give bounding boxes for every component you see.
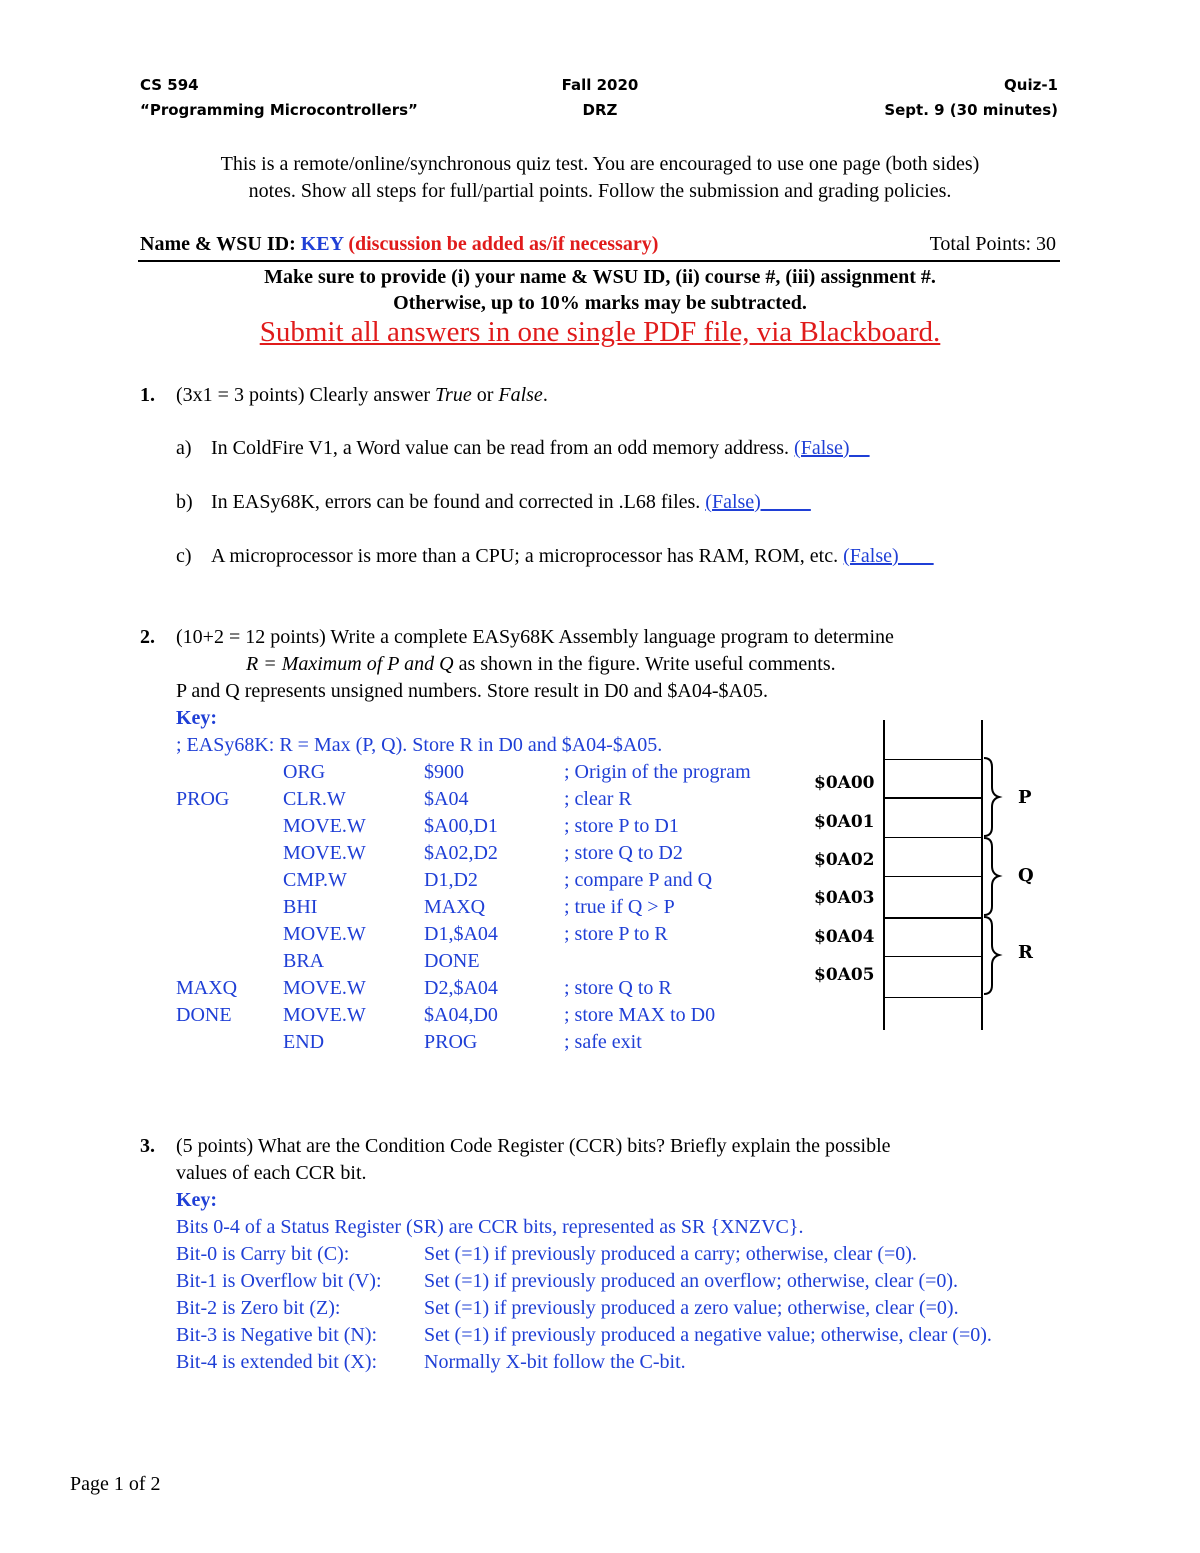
code-operand: $A04,D0: [424, 1004, 498, 1026]
q1-item-b: [211, 491, 811, 514]
code-comment: ; Origin of the program: [564, 761, 751, 783]
name-line: [140, 233, 658, 256]
course-title: “Programming Microcontrollers”: [140, 101, 418, 119]
course-code: CS 594: [140, 76, 199, 94]
code-operand: $900: [424, 761, 464, 783]
code-opcode: MOVE.W: [283, 842, 366, 864]
code-opcode: END: [283, 1031, 325, 1053]
brace-group: [982, 755, 1012, 1000]
q2-program-comment: ; EASy68K: R = Max (P, Q). Store R in D0 and $A04-$A05.: [176, 734, 663, 756]
memory-cell-divider: [883, 759, 983, 760]
code-opcode: MOVE.W: [283, 1004, 366, 1026]
code-operand: $A04: [424, 788, 469, 810]
ccr-bit-desc: Set (=1) if previously produced an overflow; otherwise, clear (=0).: [424, 1270, 959, 1292]
instruction-line-2: Otherwise, up to 10% marks may be subtracted.: [393, 292, 807, 314]
code-operand: $A02,D2: [424, 842, 498, 864]
q3-line-1: (5 points) What are the Condition Code Register (CCR) bits? Briefly explain the possible: [176, 1135, 891, 1157]
memory-cell-divider: [883, 876, 983, 877]
code-comment: ; store P to D1: [564, 815, 679, 837]
ccr-bit-desc: Set (=1) if previously produced a zero value; otherwise, clear (=0).: [424, 1297, 959, 1319]
page-number: Page 1 of 2: [70, 1473, 161, 1495]
code-operand: DONE: [424, 950, 480, 972]
q1-item-b-label: b): [176, 491, 193, 513]
q2-line-2-formula: R = Maximum of P and Q: [246, 653, 454, 675]
group-label-q: Q: [1018, 865, 1034, 886]
ccr-bit-name: Bit-1 is Overflow bit (V):: [176, 1270, 382, 1292]
q2-line-2-text: as shown in the figure. Write useful comments.: [453, 653, 836, 675]
q1-item-b-text: In EASy68K, errors can be found and corrected in .L68 files.: [211, 491, 706, 513]
memory-left-edge: [883, 720, 885, 1030]
q1-or-word: or: [471, 384, 499, 406]
code-operand: PROG: [424, 1031, 478, 1053]
code-operand: D2,$A04: [424, 977, 498, 999]
code-label: MAXQ: [176, 977, 238, 999]
discussion-note: (discussion be added as/if necessary): [343, 233, 659, 255]
code-operand: D1,$A04: [424, 923, 498, 945]
code-opcode: MOVE.W: [283, 977, 366, 999]
group-label-r: R: [1018, 942, 1033, 963]
address-label: $0A05: [814, 965, 875, 985]
address-label: $0A03: [814, 888, 875, 908]
code-comment: ; safe exit: [564, 1031, 642, 1053]
q1-item-a: [211, 437, 870, 460]
intro-line-2: notes. Show all steps for full/partial points. Follow the submission and grading policies.: [248, 180, 952, 202]
address-label: $0A01: [814, 812, 875, 832]
code-opcode: MOVE.W: [283, 923, 366, 945]
memory-cell-divider: [883, 956, 983, 957]
code-operand: $A00,D1: [424, 815, 498, 837]
q1-item-c: [211, 545, 934, 568]
code-opcode: BHI: [283, 896, 318, 918]
group-label-p: P: [1018, 787, 1032, 808]
key-label: KEY: [300, 233, 344, 255]
q3-number: 3.: [140, 1135, 155, 1157]
name-label: Name & WSU ID:: [140, 233, 301, 255]
q3-key-label: Key:: [176, 1189, 218, 1211]
address-label: $0A00: [814, 773, 875, 793]
quiz-date: Sept. 9 (30 minutes): [884, 101, 1058, 119]
quiz-number: Quiz-1: [1004, 76, 1058, 94]
q1-true-word: True: [435, 384, 472, 406]
ccr-bit-name: Bit-2 is Zero bit (Z):: [176, 1297, 341, 1319]
q2-key-label: Key:: [176, 707, 218, 729]
q1-prompt-end: .: [542, 384, 548, 406]
code-opcode: CLR.W: [283, 788, 346, 810]
code-label: PROG: [176, 788, 230, 810]
q1-prompt: [176, 384, 548, 407]
q1-item-b-answer: (False): [705, 491, 811, 513]
code-opcode: ORG: [283, 761, 326, 783]
memory-cell-divider: [883, 917, 983, 919]
code-operand: MAXQ: [424, 896, 486, 918]
q2-line-3: P and Q represents unsigned numbers. Store result in D0 and $A04-$A05.: [176, 680, 768, 702]
code-comment: ; store MAX to D0: [564, 1004, 716, 1026]
code-operand: D1,D2: [424, 869, 478, 891]
code-comment: ; clear R: [564, 788, 632, 810]
ccr-bit-desc: Set (=1) if previously produced a carry; otherwise, clear (=0).: [424, 1243, 917, 1265]
address-label: $0A02: [814, 850, 875, 870]
q1-item-a-text: In ColdFire V1, a Word value can be read from an odd memory address.: [211, 437, 795, 459]
instruction-line-1: Make sure to provide (i) your name & WSU ID, (ii) course #, (iii) assignment #.: [264, 266, 936, 288]
q2-number: 2.: [140, 626, 155, 648]
address-label: $0A04: [814, 927, 875, 947]
code-comment: ; compare P and Q: [564, 869, 713, 891]
q1-number: 1.: [140, 384, 155, 406]
q1-item-c-label: c): [176, 545, 192, 567]
code-opcode: CMP.W: [283, 869, 347, 891]
code-comment: ; store Q to R: [564, 977, 672, 999]
code-comment: ; true if Q > P: [564, 896, 675, 918]
code-opcode: BRA: [283, 950, 325, 972]
semester: Fall 2020: [561, 76, 639, 94]
code-opcode: MOVE.W: [283, 815, 366, 837]
ccr-bit-name: Bit-4 is extended bit (X):: [176, 1351, 378, 1373]
q3-line-2: values of each CCR bit.: [176, 1162, 367, 1184]
code-comment: ; store Q to D2: [564, 842, 683, 864]
submit-notice: Submit all answers in one single PDF file, via Blackboard.: [259, 316, 941, 348]
memory-cell-divider: [883, 997, 983, 998]
q1-item-a-label: a): [176, 437, 192, 459]
ccr-bit-desc: Set (=1) if previously produced a negative value; otherwise, clear (=0).: [424, 1324, 992, 1346]
brace-q: [984, 838, 999, 915]
ccr-bit-name: Bit-3 is Negative bit (N):: [176, 1324, 378, 1346]
ccr-bit-name: Bit-0 is Carry bit (C):: [176, 1243, 350, 1265]
memory-cell-divider: [883, 837, 983, 838]
name-underline: [138, 260, 1060, 262]
memory-cell-divider: [883, 797, 983, 799]
q1-prompt-text: (3x1 = 3 points) Clearly answer: [176, 384, 436, 406]
brace-r: [984, 917, 999, 994]
code-label: DONE: [176, 1004, 232, 1026]
q1-false-word: False: [498, 384, 543, 406]
q3-answer-intro: Bits 0-4 of a Status Register (SR) are CCR bits, represented as SR {XNZVC}.: [176, 1216, 804, 1238]
q2-line-1: (10+2 = 12 points) Write a complete EASy68K Assembly language program to determine: [176, 626, 894, 648]
total-points: Total Points: 30: [929, 233, 1056, 255]
brace-p: [984, 758, 999, 836]
ccr-bit-desc: Normally X-bit follow the C-bit.: [424, 1351, 686, 1373]
q2-line-2: [246, 653, 836, 676]
intro-line-1: This is a remote/online/synchronous quiz test. You are encouraged to use one page (both sides): [220, 153, 980, 175]
q1-item-c-text: A microprocessor is more than a CPU; a microprocessor has RAM, ROM, etc.: [211, 545, 844, 567]
q1-item-c-answer: (False): [843, 545, 934, 567]
q1-item-a-answer: (False): [794, 437, 870, 459]
instructor: DRZ: [582, 101, 618, 119]
code-comment: ; store P to R: [564, 923, 668, 945]
